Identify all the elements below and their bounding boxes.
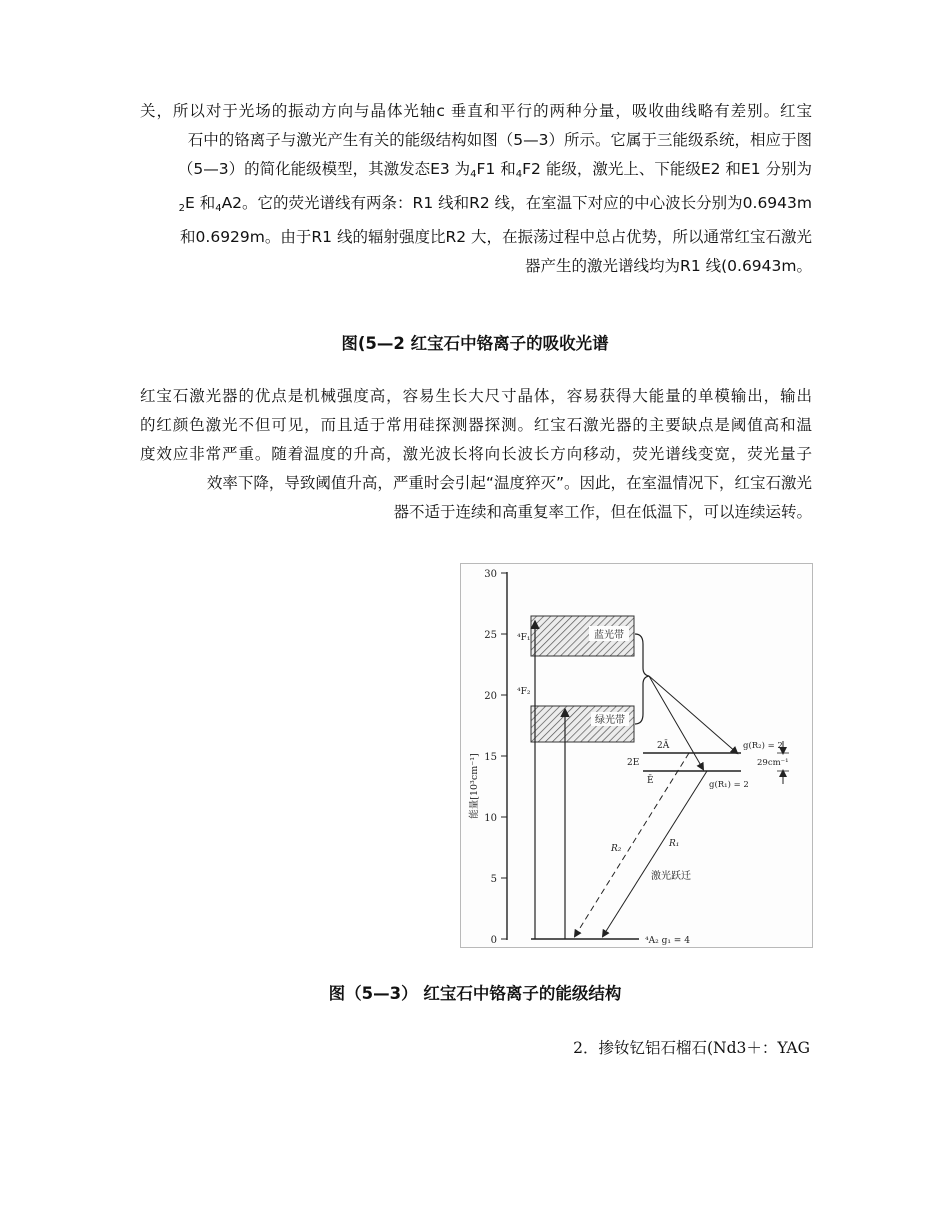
bands-brace [635,634,649,724]
band-4f2-label: ⁴F₂ [517,687,531,697]
paragraph-1-line-3 [140,155,812,189]
paragraph-1-line-1: 关，所以对于光场的振动方向与晶体光轴c 垂直和平行的两种分量，吸收曲线略有差别。红宝 [140,102,812,120]
energy-level-figure [460,563,813,948]
tick-25 [484,630,507,641]
text-run: （5—3）的简化能级模型，其激发态E3 为 [177,160,471,178]
svg-text:5: 5 [490,874,497,885]
paragraph-1-line-5: 和0.6929m。由于R1 线的辐射强度比R2 大，在振荡过程中总占优势，所以通常红宝石激光 [180,228,812,246]
ground-level-label: ⁴A₂ g₁ = 4 [645,936,690,946]
paragraph-2 [140,382,812,527]
laser-transition-label: 激光跃迁 [651,871,691,882]
paragraph-1 [140,97,812,281]
r1-label: R₁ [669,839,680,849]
tick-0 [491,935,507,946]
tick-10 [484,813,507,824]
svg-text:20: 20 [484,691,497,702]
tick-15 [484,752,507,763]
y-axis-label: 能量[10³cm⁻¹] [469,753,480,819]
section-heading: 2．掺钕钇铝石榴石(Nd3＋：YAG [573,1039,810,1057]
band-4f1-name: 蓝光带 [594,630,624,641]
tick-20 [484,691,507,702]
decay-arrow [649,676,703,769]
svg-text:30: 30 [484,569,497,580]
energy-level-diagram [461,564,812,947]
paragraph-2-line-2: 的红颜色激光不但可见，而且适于常用硅探测器探测。红宝石激光器的主要缺点是阈值高和温 [140,416,812,434]
tick-30 [484,569,507,580]
g-lower-label: g(R₁) = 2 [709,780,749,790]
paragraph-1-line-4 [140,189,812,223]
paragraph-2-line-3: 度效应非常严重。随着温度的升高，激光波长将向长波长方向移动，荧光谱线变宽，荧光量子 [140,445,812,463]
figure-caption-5-2: 图(5—2 红宝石中铬离子的吸收光谱 [341,334,609,353]
svg-text:25: 25 [484,630,497,641]
gap-label: 29cm⁻¹ [757,758,789,768]
text-run: A2。它的荧光谱线有两条：R1 线和R2 线，在室温下对应的中心波长分别为0.6943m [221,194,812,212]
text-run: E 和 [184,194,216,212]
band-4f1-label: ⁴F₁ [517,633,531,643]
text-run: F1 和 [476,160,516,178]
text-run: F2 能级，激光上、下能级E2 和E1 分别为 [522,160,812,178]
band-4f2-name: 绿光带 [595,715,625,726]
paragraph-2-line-1: 红宝石激光器的优点是机械强度高，容易生长大尺寸晶体，容易获得大能量的单模输出，输出 [140,387,812,405]
level-2e-label: 2E [627,758,640,768]
svg-text:15: 15 [484,752,497,763]
figure-caption-5-3: 图（5—3） 红宝石中铬离子的能级结构 [328,984,622,1003]
subscript: 4 [470,169,477,180]
g-upper-label: g(R₂) = 2 [743,741,783,751]
paragraph-2-line-5: 器不适于连续和高重复率工作，但在低温下，可以连续运转。 [393,503,812,521]
level-ebar-label: Ē [647,776,654,786]
level-2a-label: 2Ā [657,741,670,751]
svg-text:0: 0 [490,935,497,946]
tick-5 [491,874,507,885]
paragraph-1-line-2: 石中的铬离子与激光产生有关的能级结构如图（5—3）所示。它属于三能级系统，相应于图 [187,131,812,149]
subscript: 4 [215,203,222,214]
r2-label: R₂ [611,844,622,854]
subscript: 4 [515,169,523,180]
paragraph-1-line-6: 器产生的激光谱线均为R1 线(0.6943m。 [525,257,812,275]
paragraph-2-line-4: 效率下降，导致阈值升高，严重时会引起“温度猝灭”。因此，在室温情况下，红宝石激光 [206,474,812,492]
subscript: 2 [178,203,185,214]
svg-text:10: 10 [484,813,497,824]
